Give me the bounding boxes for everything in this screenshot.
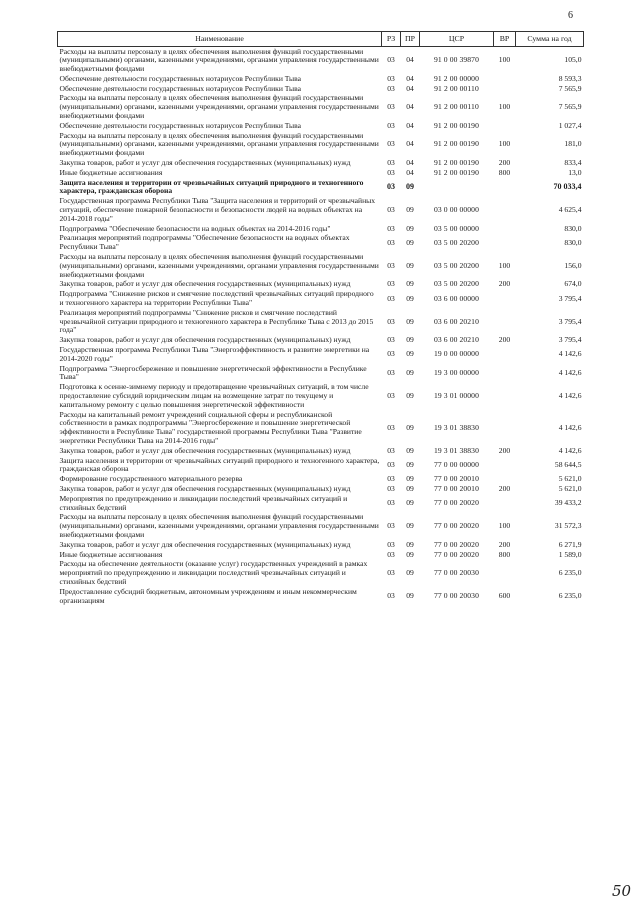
cell-rz: 03	[387, 83, 395, 93]
cell-sum: 6 271,9	[558, 539, 582, 549]
table-row	[58, 364, 584, 383]
cell-rz: 03	[387, 237, 395, 247]
cell-vr: 200	[498, 335, 511, 345]
cell-pr: 04	[406, 158, 414, 168]
cell-name: Защита населения и территории от чрезвычайных ситуаций природного и техногенного характера, гражданская оборона	[59, 177, 364, 196]
table-row	[58, 513, 584, 540]
cell-csr: 77 0 00 20020	[434, 498, 479, 508]
cell-rz: 03	[387, 349, 395, 359]
cell-pr: 04	[406, 55, 414, 65]
cell-name: Расходы на выплаты персоналу в целях обеспечения выполнения функций государственными (муниципальными) органами, казенными учреждениями, органами управления государственными внебюджетными фондами	[59, 252, 379, 279]
table-row	[58, 131, 584, 158]
cell-rz: 03	[387, 335, 395, 345]
cell-vr	[494, 121, 516, 131]
cell-sum: 5 621,0	[558, 474, 582, 484]
page-number: 6	[568, 10, 573, 21]
cell-csr: 91 2 00 00190	[434, 139, 479, 149]
cell-vr: 200	[498, 158, 511, 168]
cell-vr: 100	[498, 139, 511, 149]
cell-pr: 04	[406, 139, 414, 149]
cell-name: Защита населения и территории от чрезвычайных ситуаций природного и техногенного характера, гражданская оборона	[59, 455, 380, 474]
cell-sum: 39 433,2	[554, 498, 582, 508]
cell-csr: 77 0 00 20010	[434, 483, 479, 493]
cell-rz: 03	[387, 498, 395, 508]
cell-rz: 03	[387, 367, 395, 377]
cell-csr: 91 2 00 00190	[434, 158, 479, 168]
header-pr: ПР	[401, 32, 420, 47]
cell-vr	[494, 560, 516, 587]
table-row	[58, 178, 584, 197]
cell-name: Закупка товаров, работ и услуг для обеспечения государственных (муниципальных) нужд	[59, 279, 351, 289]
cell-name: Расходы на капитальный ремонт учреждений социальной сферы и республиканской собственности в рамках подпрограммы "Энергосбережение и повышение энергетической эффективности в Республике Тыва" государственной программы Республики Тыва "Развитие энергетики Республики Тыва на 2014-2016 годы"	[59, 409, 362, 445]
cell-sum: 1 589,0	[558, 549, 582, 559]
cell-vr: 200	[498, 483, 511, 493]
cell-name: Реализация мероприятий подпрограммы "Снижение рисков и смягчение последствий чрезвычайной ситуации природного и техногенного характера в Республике Тыва с 2013 до 2015 года"	[59, 307, 374, 335]
cell-rz: 03	[387, 445, 395, 455]
cell-csr: 03 5 00 20200	[434, 260, 479, 270]
table-row	[58, 168, 584, 178]
cell-vr: 100	[498, 55, 511, 65]
cell-vr	[494, 364, 516, 383]
cell-vr: 200	[498, 539, 511, 549]
cell-sum: 3 795,4	[558, 335, 582, 345]
table-row	[58, 308, 584, 335]
cell-pr: 09	[406, 279, 414, 289]
header-name: Наименование	[58, 32, 382, 47]
budget-table	[57, 31, 584, 606]
cell-csr: 91 2 00 00190	[434, 120, 479, 130]
cell-pr: 09	[406, 568, 414, 578]
cell-pr: 09	[406, 521, 414, 531]
cell-pr: 04	[406, 73, 414, 83]
cell-csr: 77 0 00 00000	[434, 459, 479, 469]
cell-pr: 09	[406, 483, 414, 493]
cell-sum: 4 142,6	[558, 445, 582, 455]
cell-rz: 03	[387, 591, 395, 601]
header-vr: ВР	[494, 32, 516, 47]
cell-rz: 03	[387, 539, 395, 549]
cell-pr: 09	[406, 223, 414, 233]
cell-csr: 19 3 01 38830	[434, 422, 479, 432]
cell-name: Подпрограмма "Энергосбережение и повышение энергетической эффективности в Республике Тыва"	[59, 363, 367, 382]
cell-sum: 31 572,3	[554, 521, 582, 531]
cell-pr: 09	[406, 539, 414, 549]
cell-rz: 03	[387, 167, 395, 177]
cell-rz: 03	[387, 55, 395, 65]
table-row	[58, 446, 584, 456]
cell-vr	[494, 74, 516, 84]
cell-name: Подпрограмма "Обеспечение безопасности на водных объектах на 2014-2016 годы"	[59, 223, 331, 233]
cell-pr: 09	[406, 260, 414, 270]
cell-vr: 100	[498, 521, 511, 531]
cell-csr: 91 0 00 39870	[434, 55, 479, 65]
cell-vr	[494, 456, 516, 475]
cell-csr: 03 5 00 20200	[434, 237, 479, 247]
table-row	[58, 456, 584, 475]
cell-sum: 156,0	[564, 260, 582, 270]
cell-csr: 91 2 00 00000	[434, 73, 479, 83]
cell-vr	[494, 234, 516, 253]
cell-rz: 03	[387, 73, 395, 83]
table-row	[58, 560, 584, 587]
cell-csr: 03 5 00 20200	[434, 279, 479, 289]
cell-csr: 91 2 00 00110	[434, 83, 479, 93]
cell-name: Подпрограмма "Снижение рисков и смягчение последствий чрезвычайных ситуаций природного и техногенного характера на территории Республики Тыва"	[59, 289, 374, 308]
table-row	[58, 475, 584, 485]
cell-pr: 09	[406, 459, 414, 469]
header-rz: РЗ	[382, 32, 401, 47]
cell-name: Обеспечение деятельности государственных нотариусов Республики Тыва	[59, 83, 301, 93]
cell-rz: 03	[387, 158, 395, 168]
cell-rz: 03	[387, 120, 395, 130]
cell-pr: 09	[406, 182, 414, 192]
cell-name: Государственная программа Республики Тыва "Защита населения и территорий от чрезвычайных ситуаций, обеспечение пожарной безопасности и безопасности людей на водных объектах на 2014-2018 годы"	[59, 196, 376, 223]
cell-sum: 4 142,6	[558, 390, 582, 400]
cell-vr	[494, 84, 516, 94]
cell-sum: 1 027,4	[558, 120, 582, 130]
cell-csr: 19 3 01 38830	[434, 445, 479, 455]
cell-sum: 833,4	[564, 158, 582, 168]
cell-csr: 77 0 00 20020	[434, 539, 479, 549]
cell-sum: 7 565,9	[558, 102, 582, 112]
cell-pr: 09	[406, 474, 414, 484]
cell-sum: 70 033,4	[553, 182, 582, 192]
cell-csr: 19 3 00 00000	[434, 367, 479, 377]
table-row	[58, 253, 584, 280]
cell-rz: 03	[387, 279, 395, 289]
table-row	[58, 74, 584, 84]
cell-name: Закупка товаров, работ и услуг для обеспечения государственных (муниципальных) нужд	[59, 335, 351, 345]
cell-name: Расходы на выплаты персоналу в целях обеспечения выполнения функций государственными (муниципальными) органами, казенными учреждениями, органами управления государственными внебюджетными фондами	[59, 512, 379, 539]
cell-name: Закупка товаров, работ и услуг для обеспечения государственных (муниципальных) нужд	[59, 539, 351, 549]
cell-rz: 03	[387, 102, 395, 112]
cell-csr: 03 5 00 00000	[434, 223, 479, 233]
cell-sum: 6 235,0	[558, 568, 582, 578]
cell-rz: 03	[387, 568, 395, 578]
cell-sum: 13,0	[568, 167, 582, 177]
cell-pr: 09	[406, 422, 414, 432]
cell-sum: 4 142,6	[558, 349, 582, 359]
cell-sum: 830,0	[564, 223, 582, 233]
header-csr: ЦСР	[420, 32, 494, 47]
cell-sum: 830,0	[564, 237, 582, 247]
cell-sum: 6 235,0	[558, 591, 582, 601]
handwritten-page-number: 50	[612, 882, 632, 900]
cell-sum: 4 142,6	[558, 367, 582, 377]
table-row	[58, 290, 584, 309]
cell-name: Реализация мероприятий подпрограммы "Обеспечение безопасности на водных объектах Республики Тыва"	[59, 233, 350, 252]
table-row	[58, 346, 584, 365]
cell-vr: 200	[498, 445, 511, 455]
cell-name: Государственная программа Республики Тыва "Энергоэффективность и развитие энергетики на 2014-2020 годы"	[59, 345, 370, 363]
cell-name: Расходы на выплаты персоналу в целях обеспечения выполнения функций государственными (муниципальными) органами, казенными учреждениями, органами управления государственными внебюджетными фондами	[59, 46, 379, 74]
cell-name: Закупка товаров, работ и услуг для обеспечения государственных (муниципальных) нужд	[59, 483, 351, 493]
cell-vr	[494, 290, 516, 309]
cell-pr: 09	[406, 498, 414, 508]
cell-csr: 19 0 00 00000	[434, 349, 479, 359]
cell-sum: 105,0	[564, 55, 582, 65]
table-row	[58, 587, 584, 606]
cell-vr	[494, 197, 516, 224]
cell-vr	[494, 410, 516, 446]
cell-csr: 03 6 00 20210	[434, 335, 479, 345]
cell-vr: 100	[498, 260, 511, 270]
cell-sum: 8 593,3	[558, 73, 582, 83]
cell-name: Расходы на обеспечение деятельности (оказание услуг) государственных учреждений в рамках мероприятий по предупреждению и ликвидации последствий чрезвычайных ситуаций и стихийных бедствий	[59, 559, 368, 586]
cell-sum: 4 625,4	[558, 205, 582, 215]
cell-sum: 58 644,5	[554, 459, 582, 469]
cell-csr: 03 0 00 00000	[434, 205, 479, 215]
cell-vr	[494, 475, 516, 485]
cell-name: Иные бюджетные ассигнования	[59, 167, 163, 177]
cell-rz: 03	[387, 205, 395, 215]
cell-csr: 77 0 00 20020	[434, 549, 479, 559]
cell-vr	[494, 494, 516, 513]
cell-rz: 03	[387, 316, 395, 326]
cell-sum: 3 795,4	[558, 293, 582, 303]
table-row	[58, 494, 584, 513]
cell-rz: 03	[387, 223, 395, 233]
cell-name: Закупка товаров, работ и услуг для обеспечения государственных (муниципальных) нужд	[59, 445, 351, 455]
cell-pr: 04	[406, 83, 414, 93]
cell-csr: 03 6 00 20210	[434, 316, 479, 326]
cell-pr: 09	[406, 316, 414, 326]
cell-rz: 03	[387, 260, 395, 270]
cell-vr: 800	[498, 167, 511, 177]
cell-csr: 77 0 00 20010	[434, 474, 479, 484]
cell-rz: 03	[387, 549, 395, 559]
table-row	[58, 540, 584, 550]
table-row	[58, 410, 584, 446]
cell-csr: 03 6 00 00000	[434, 293, 479, 303]
cell-rz: 03	[387, 521, 395, 531]
cell-name: Предоставление субсидий бюджетным, автономным учреждениям и иным некоммерческим организациям	[59, 586, 357, 605]
cell-name: Мероприятия по предупреждению и ликвидации последствий чрезвычайных ситуаций и стихийных бедствий	[59, 493, 348, 512]
table-row	[58, 197, 584, 224]
cell-rz: 03	[387, 422, 395, 432]
cell-vr: 600	[498, 591, 511, 601]
cell-pr: 04	[406, 167, 414, 177]
cell-pr: 09	[406, 237, 414, 247]
cell-csr: 91 2 00 00110	[434, 102, 479, 112]
cell-csr	[420, 178, 494, 197]
cell-csr: 77 0 00 20020	[434, 521, 479, 531]
cell-vr: 800	[498, 549, 511, 559]
table-row	[58, 121, 584, 131]
cell-rz: 03	[387, 293, 395, 303]
cell-name: Расходы на выплаты персоналу в целях обеспечения выполнения функций государственными (муниципальными) органами, казенными учреждениями, органами управления государственными внебюджетными фондами	[59, 130, 379, 158]
cell-csr: 77 0 00 20030	[434, 591, 479, 601]
cell-name: Расходы на выплаты персоналу в целях обеспечения выполнения функций государственными (муниципальными) органами, казенными учреждениями, органами управления государственными внебюджетными фондами	[59, 93, 379, 121]
cell-pr: 09	[406, 349, 414, 359]
cell-pr: 09	[406, 335, 414, 345]
table-header-row	[58, 32, 584, 47]
cell-vr	[494, 346, 516, 365]
cell-vr: 100	[498, 102, 511, 112]
cell-name: Иные бюджетные ассигнования	[59, 549, 163, 559]
table-row	[58, 159, 584, 169]
header-sum: Сумма на год	[516, 32, 584, 47]
cell-rz: 03	[387, 390, 395, 400]
cell-vr	[494, 308, 516, 335]
cell-sum: 674,0	[564, 279, 582, 289]
cell-rz: 03	[387, 182, 395, 192]
cell-pr: 04	[406, 120, 414, 130]
cell-pr: 09	[406, 205, 414, 215]
cell-name: Обеспечение деятельности государственных нотариусов Республики Тыва	[59, 120, 301, 130]
cell-vr	[494, 383, 516, 410]
cell-name: Подготовка к осенне-зимнему периоду и предотвращение чрезвычайных ситуаций, в том числе предоставление субсидий юридическим лицам на возмещение затрат по текущему и капитальному ремонту с целью повышения энергетической эффективности	[59, 382, 369, 409]
cell-name: Закупка товаров, работ и услуг для обеспечения государственных (муниципальных) нужд	[59, 158, 351, 168]
table-row	[58, 47, 584, 75]
cell-pr: 09	[406, 591, 414, 601]
cell-rz: 03	[387, 474, 395, 484]
table-row	[58, 94, 584, 121]
table-row	[58, 234, 584, 253]
cell-rz: 03	[387, 459, 395, 469]
cell-pr: 09	[406, 390, 414, 400]
table-row	[58, 383, 584, 410]
cell-vr	[494, 178, 516, 197]
cell-pr: 04	[406, 102, 414, 112]
cell-rz: 03	[387, 139, 395, 149]
cell-vr: 200	[498, 279, 511, 289]
cell-sum: 7 565,9	[558, 83, 582, 93]
cell-sum: 3 795,4	[558, 316, 582, 326]
cell-vr	[494, 224, 516, 234]
table-row	[58, 484, 584, 494]
cell-pr: 09	[406, 367, 414, 377]
cell-name: Обеспечение деятельности государственных нотариусов Республики Тыва	[59, 73, 301, 83]
cell-csr: 77 0 00 20030	[434, 568, 479, 578]
cell-pr: 09	[406, 445, 414, 455]
cell-pr: 09	[406, 549, 414, 559]
cell-sum: 5 621,0	[558, 483, 582, 493]
cell-csr: 91 2 00 00190	[434, 167, 479, 177]
cell-name: Формирование государственного материального резерва	[59, 474, 243, 484]
cell-csr: 19 3 01 00000	[434, 390, 479, 400]
cell-rz: 03	[387, 483, 395, 493]
cell-pr: 09	[406, 293, 414, 303]
cell-sum: 4 142,6	[558, 422, 582, 432]
cell-sum: 181,0	[564, 139, 582, 149]
